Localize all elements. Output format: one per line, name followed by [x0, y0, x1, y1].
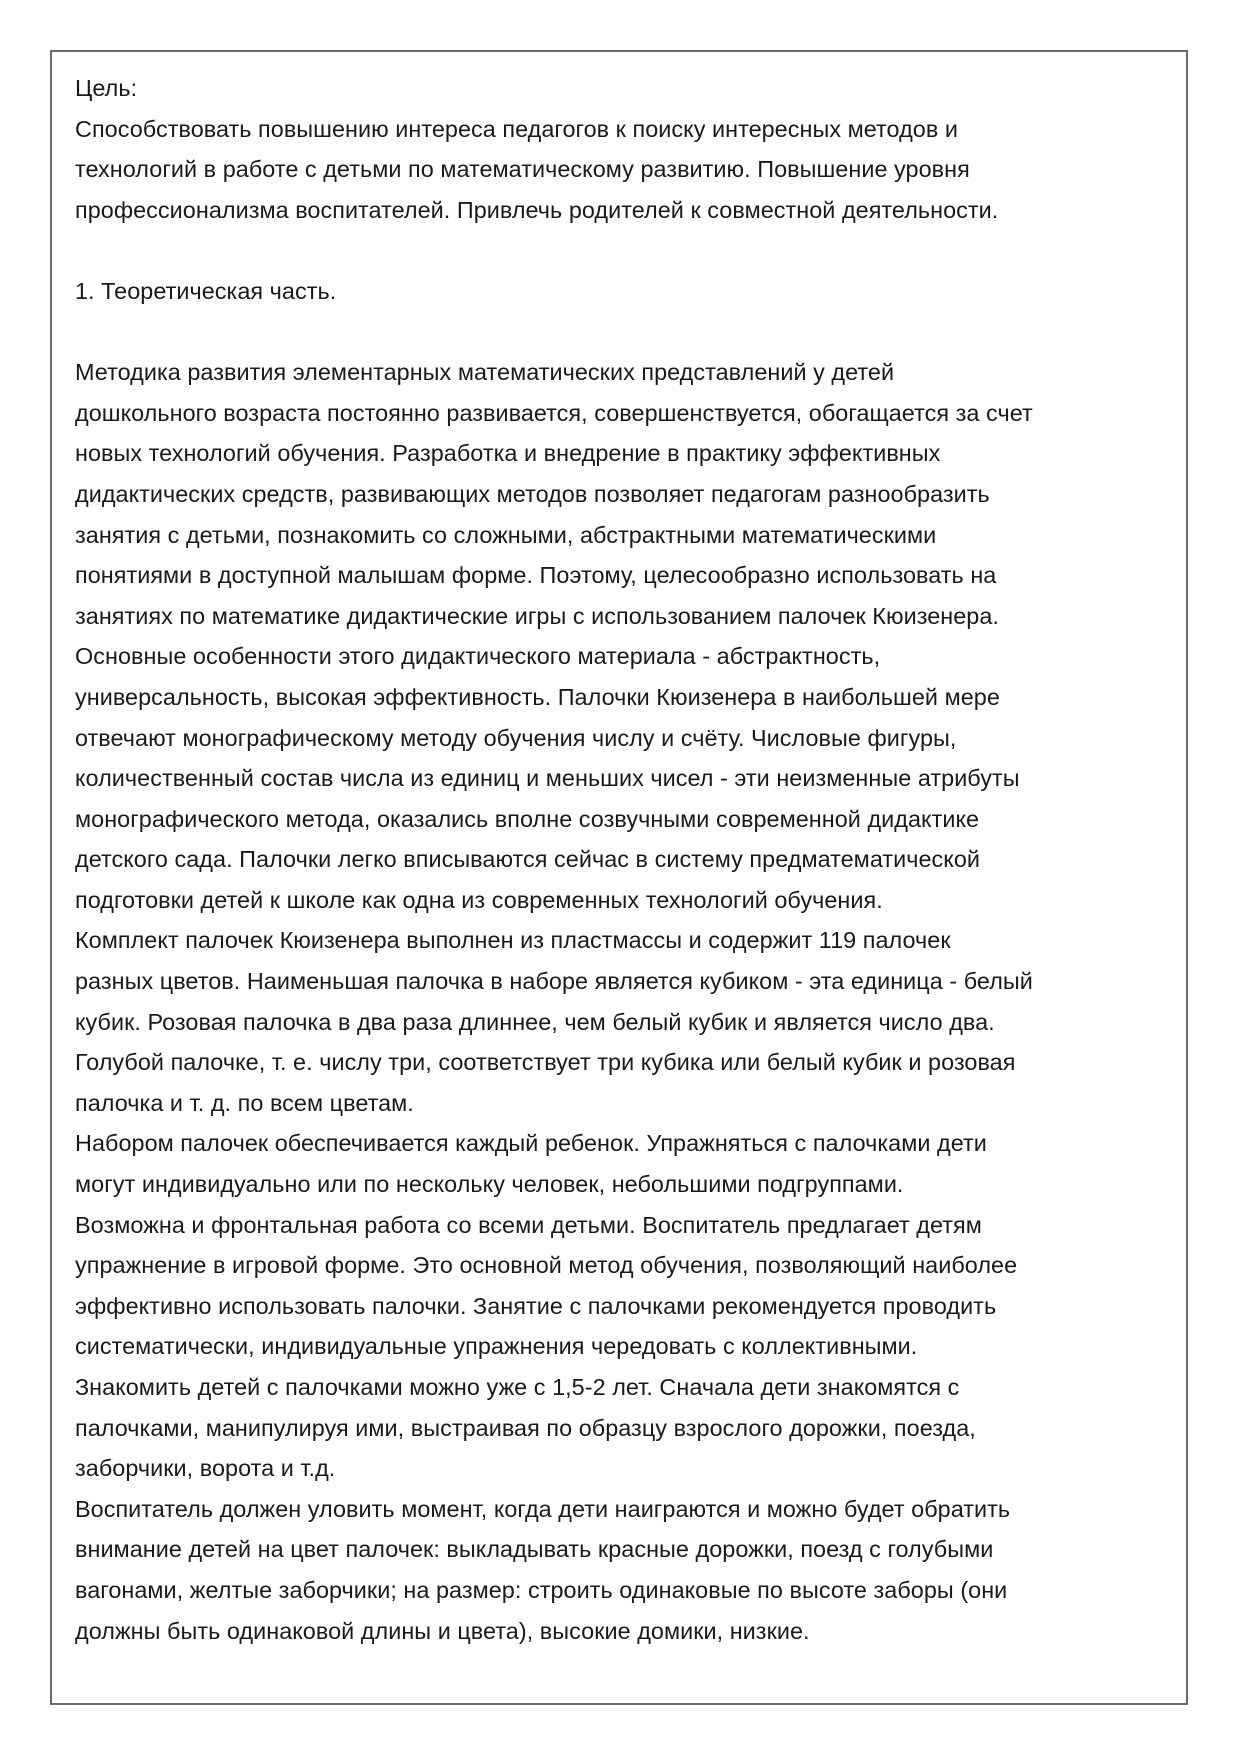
text-line: дошкольного возраста постоянно развивается, совершенствуется, обогащается за счет [75, 399, 1033, 426]
goal-line: профессионализма воспитателей. Привлечь родителей к совместной деятельности. [75, 196, 999, 223]
text-line: эффективно использовать палочки. Занятие с палочками рекомендуется проводить [75, 1292, 997, 1319]
text-line: Методика развития элементарных математических представлений у детей [75, 359, 895, 386]
text-line: детского сада. Палочки легко вписываются сейчас в систему предматематической [75, 846, 980, 873]
text-line: занятиях по математике дидактические игры с использованием палочек Кюизенера. [75, 602, 999, 629]
text-line: систематически, индивидуальные упражнения чередовать с коллективными. [75, 1333, 918, 1360]
text-line: палочками, манипулируя ими, выстраивая по образцу взрослого дорожки, поезда, [75, 1414, 976, 1441]
text-line: занятия с детьми, познакомить со сложными, абстрактными математическими [75, 521, 937, 548]
text-line: Голубой палочке, т. е. числу три, соответствует три кубика или белый кубик и розовая [75, 1049, 1016, 1076]
text-line: понятиями в доступной малышам форме. Поэтому, целесообразно использовать на [75, 562, 997, 589]
text-line: дидактических средств, развивающих методов позволяет педагогам разнообразить [75, 480, 990, 507]
text-line: универсальность, высокая эффективность. Палочки Кюизенера в наибольшей мере [75, 683, 1000, 710]
text-line: кубик. Розовая палочка в два раза длиннее, чем белый кубик и является число два. [75, 1008, 995, 1035]
section-heading: 1. Теоретическая часть. [75, 277, 337, 304]
text-line: Знакомить детей с палочками можно уже с 1,5-2 лет. Сначала дети знакомятся с [75, 1374, 960, 1400]
text-line: вагонами, желтые заборчики; на размер: строить одинаковые по высоте заборы (они [75, 1576, 1008, 1603]
text-line: Комплект палочек Кюизенера выполнен из пластмассы и содержит 119 палочек [75, 927, 951, 954]
goal-paragraph [75, 109, 1170, 231]
text-line: монографического метода, оказались вполне созвучными современной дидактике [75, 805, 980, 832]
text-line: разных цветов. Наименьшая палочка в наборе является кубиком - эта единица - белый [75, 968, 1033, 995]
theory-text [75, 352, 1170, 1651]
goal-line: Способствовать повышению интереса педагогов к поиску интересных методов и [75, 115, 958, 142]
text-line: должны быть одинаковой длины и цвета), высокие домики, низкие. [75, 1617, 810, 1644]
goal-line: технологий в работе с детьми по математическому развитию. Повышение уровня [75, 156, 970, 183]
text-line: могут индивидуально или по нескольку человек, небольшими подгруппами. [75, 1171, 904, 1198]
document-body [75, 68, 1170, 1651]
spacer [75, 230, 1170, 271]
text-line: количественный состав числа из единиц и меньших чисел - эти неизменные атрибуты [75, 765, 1020, 792]
text-line: новых технологий обучения. Разработка и внедрение в практику эффективных [75, 440, 941, 467]
text-line: Воспитатель должен уловить момент, когда дети наиграются и можно будет обратить [75, 1495, 1011, 1522]
text-line: Основные особенности этого дидактического материала - абстрактность, [75, 643, 881, 670]
text-line: внимание детей на цвет палочек: выкладывать красные дорожки, поезд с голубыми [75, 1536, 994, 1563]
spacer [75, 312, 1170, 353]
text-line: подготовки детей к школе как одна из современных технологий обучения. [75, 886, 883, 913]
text-line: палочка и т. д. по всем цветам. [75, 1089, 414, 1116]
text-line: упражнение в игровой форме. Это основной метод обучения, позволяющий наиболее [75, 1252, 1018, 1279]
text-line: отвечают монографическому методу обучения числу и счёту. Числовые фигуры, [75, 724, 957, 751]
goal-heading: Цель: [75, 75, 138, 101]
text-line: Набором палочек обеспечивается каждый ребенок. Упражняться с палочками дети [75, 1130, 987, 1157]
text-line: Возможна и фронтальная работа со всеми детьми. Воспитатель предлагает детям [75, 1211, 982, 1238]
text-line: заборчики, ворота и т.д. [75, 1455, 336, 1482]
